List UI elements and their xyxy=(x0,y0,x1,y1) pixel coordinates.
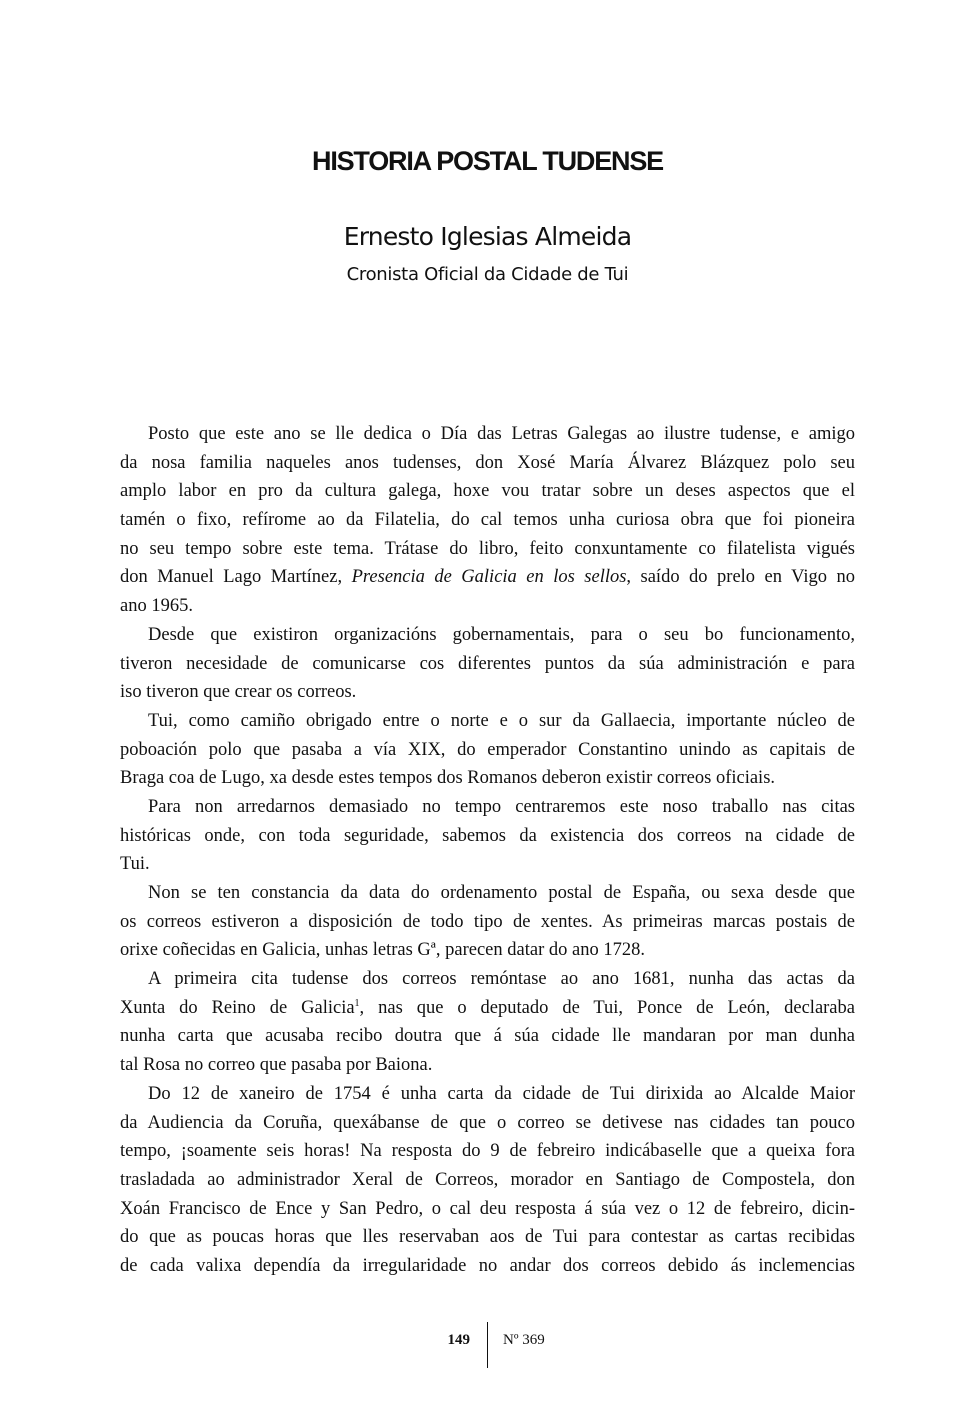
page-number: 149 xyxy=(447,1332,470,1348)
text-segment: Posto que este ano se lle dedica o Día das Letras Galegas ao ilustre tudense, e amigo xyxy=(148,424,855,444)
footer-divider xyxy=(487,1322,488,1368)
text-segment: Tui, como camiño obrigado entre o norte e o sur da Gallaecia, importante núcleo de xyxy=(148,710,855,731)
text-segment: tiveron necesidade de comunicarse cos diferentes puntos da súa administración e para xyxy=(120,653,855,674)
text-line xyxy=(120,1022,855,1051)
paragraph xyxy=(120,621,855,707)
text-segment: os correos estiveron a disposición de todo tipo de xentes. As primeiras marcas postais de xyxy=(120,911,855,932)
text-line xyxy=(120,1109,855,1138)
text-line xyxy=(120,965,855,994)
text-segment: Xoán Francisco de Ence y San Pedro, o cal deu resposta á súa vez o 12 de febreiro, dicin- xyxy=(120,1198,855,1219)
text-segment: da Audiencia da Coruña, quexábanse de que o correo se detivese nas cidades tan pouco xyxy=(120,1112,855,1133)
text-line xyxy=(120,563,855,592)
text-segment: de cada valixa dependía da irregularidade no andar dos correos debido ás inclemencias xyxy=(120,1255,855,1276)
paragraph xyxy=(120,1080,855,1281)
text-segment: nunha carta que acusaba recibo doutra que á súa cidade lle mandaran por man dunha xyxy=(120,1026,855,1047)
text-line xyxy=(120,908,855,937)
text-segment: , saído do prelo en Vigo no xyxy=(626,567,856,588)
article-body xyxy=(120,420,855,1281)
text-segment: Desde que existiron organizacións gobernamentais, para o seu bo funcionamento, xyxy=(148,624,855,645)
text-segment: tamén o fixo, refírome ao da Filatelia, do cal temos unha curiosa obra que foi pioneira xyxy=(120,510,855,531)
author-name: Ernesto Iglesias Almeida xyxy=(343,222,632,251)
text-line xyxy=(120,764,855,793)
text-line xyxy=(120,477,855,506)
text-line xyxy=(120,707,855,736)
text-segment: orixe coñecidas en Galicia, unhas letras Gª, parecen datar do ano 1728. xyxy=(120,940,645,961)
text-line xyxy=(120,650,855,679)
text-line xyxy=(120,420,855,449)
text-line xyxy=(120,736,855,765)
text-line xyxy=(120,1195,855,1224)
text-line xyxy=(120,1137,855,1166)
footnote-ref: 1 xyxy=(354,997,360,1009)
text-line xyxy=(120,1166,855,1195)
paragraph xyxy=(120,793,855,879)
text-segment: don Manuel Lago Martínez, xyxy=(120,567,352,588)
text-segment: históricas onde, con toda seguridade, sabemos da existencia dos correos na cidade de xyxy=(120,825,855,846)
text-segment: amplo labor en pro da cultura galega, hoxe vou tratar sobre un deses aspectos que el xyxy=(120,481,855,502)
text-segment: iso tiveron que crear os correos. xyxy=(120,682,357,703)
text-segment: do que as poucas horas que lles reservaban aos de Tui para contestar as cartas recibidas xyxy=(120,1227,855,1248)
text-line xyxy=(120,678,855,707)
paragraph xyxy=(120,420,855,621)
text-line xyxy=(120,592,855,621)
text-segment: ano 1965. xyxy=(120,596,193,617)
text-line xyxy=(120,621,855,650)
paragraph xyxy=(120,879,855,965)
text-segment: Para non arredarnos demasiado no tempo centraremos este noso traballo nas citas xyxy=(148,796,855,817)
paragraph xyxy=(120,965,855,1080)
text-line xyxy=(120,1252,855,1281)
text-segment: tal Rosa no correo que pasaba por Baiona. xyxy=(120,1055,433,1076)
text-line xyxy=(120,994,855,1023)
text-line xyxy=(120,793,855,822)
text-line xyxy=(120,850,855,879)
text-segment: Non se ten constancia da data do ordenamento postal de España, ou sexa desde que xyxy=(148,883,855,903)
text-line xyxy=(120,1223,855,1252)
text-segment: Tui. xyxy=(120,854,150,875)
text-segment: Braga coa de Lugo, xa desde estes tempos dos Romanos deberon existir correos oficiais. xyxy=(120,768,776,789)
italic-title: Presencia de Galicia en los sellos xyxy=(351,567,627,588)
text-line xyxy=(120,506,855,535)
text-line xyxy=(120,1080,855,1109)
text-line xyxy=(120,822,855,851)
text-segment: poboación polo que pasaba a vía XIX, do emperador Constantino unindo as capitais de xyxy=(120,739,855,760)
author-role: Cronista Oficial da Cidade de Tui xyxy=(346,264,629,285)
article-title: HISTORIA POSTAL TUDENSE xyxy=(312,146,663,176)
text-line xyxy=(120,1051,855,1080)
text-line xyxy=(120,936,855,965)
text-segment: tempo, ¡soamente seis horas! Na resposta do 9 de febreiro indicábaselle que a queixa fora xyxy=(120,1141,855,1162)
text-segment: da nosa familia naqueles anos tudenses, don Xosé María Álvarez Blázquez polo seu xyxy=(120,452,855,473)
text-line xyxy=(120,535,855,564)
text-segment: trasladada ao administrador Xeral de Correos, morador en Santiago de Compostela, don xyxy=(120,1169,855,1190)
text-line xyxy=(120,879,855,908)
text-line xyxy=(120,449,855,478)
text-segment: , nas que o deputado de Tui, Ponce de León, declaraba xyxy=(359,997,855,1018)
text-segment: Xunta do Reino de Galicia xyxy=(120,997,355,1018)
text-segment: no seu tempo sobre este tema. Trátase do libro, feito conxuntamente co filatelista vigués xyxy=(120,538,855,559)
text-segment: Do 12 de xaneiro de 1754 é unha carta da cidade de Tui dirixida ao Alcalde Maior xyxy=(148,1083,855,1104)
text-segment: A primeira cita tudense dos correos remóntase ao ano 1681, nunha das actas da xyxy=(148,969,855,990)
paragraph xyxy=(120,707,855,793)
issue-number: Nº 369 xyxy=(503,1332,545,1348)
